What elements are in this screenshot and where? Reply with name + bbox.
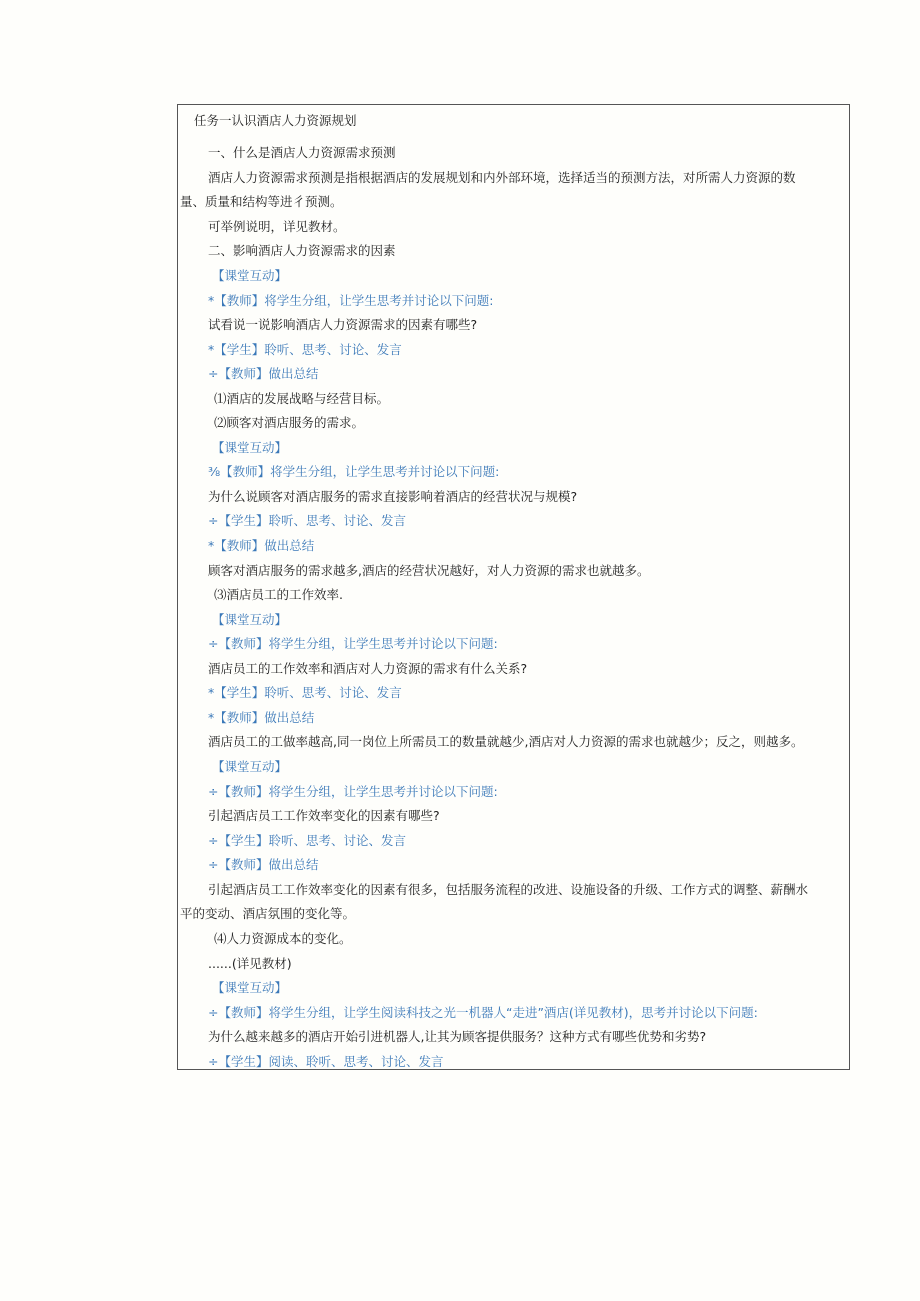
student-step: *【学生】聆听、思考、讨论、发言: [208, 685, 402, 700]
summary-text-continued: 平的变动、酒店氛围的变化等。: [180, 906, 356, 921]
interaction-heading: 【课堂互动】: [212, 440, 288, 455]
question: 引起酒店员工工作效率变化的因素有哪些?: [208, 808, 440, 823]
teacher-summary: ÷【教师】做出总结: [208, 857, 319, 872]
reference-note: ......(详见教材): [208, 956, 292, 971]
heading-2: 二、影响酒店人力资源需求的因素: [208, 243, 396, 258]
teacher-step: ÷【教师】将学生分组，让学生思考并讨论以下问题:: [208, 784, 498, 799]
interaction-heading: 【课堂互动】: [212, 980, 288, 995]
paragraph: 可举例说明，详见教材。: [208, 219, 346, 234]
heading-1: 一、什么是酒店人力资源需求预测: [208, 145, 396, 160]
student-step: *【学生】聆听、思考、讨论、发言: [208, 342, 402, 357]
question: 为什么越来越多的酒店开始引进机器人,让其为顾客提供服务？这种方式有哪些优势和劣势?: [208, 1029, 707, 1044]
factor-item: ⑵顾客对酒店服务的需求。: [214, 415, 365, 430]
section-title: 任务一认识酒店人力资源规划: [194, 113, 357, 128]
student-step: ÷【学生】聆听、思考、讨论、发言: [208, 833, 406, 848]
document-frame: [177, 104, 850, 1070]
factor-item: ⑴酒店的发展战略与经营目标。: [214, 391, 390, 406]
question: 酒店员工的工作效率和酒店对人力资源的需求有什么关系?: [208, 661, 528, 676]
teacher-step: ⅜【教师】将学生分组，让学生思考并讨论以下问题:: [208, 464, 500, 479]
teacher-step: ÷【教师】将学生分组，让学生思考并讨论以下问题:: [208, 636, 498, 651]
student-step: ÷【学生】聆听、思考、讨论、发言: [208, 513, 406, 528]
student-step: ÷【学生】阅读、聆听、思考、讨论、发言: [208, 1054, 444, 1069]
factor-item: ⑶酒店员工的工作效率.: [214, 587, 343, 602]
teacher-step: ÷【教师】将学生分组，让学生阅读科技之光一机器人“走进”酒店(详见教材)，思考并讨论以下问题:: [208, 1005, 758, 1020]
interaction-heading: 【课堂互动】: [212, 268, 288, 283]
teacher-step: *【教师】将学生分组，让学生思考并讨论以下问题:: [208, 293, 494, 308]
summary-text: 顾客对酒店服务的需求越多,酒店的经营状况越好，对人力资源的需求也就越多。: [208, 563, 650, 578]
question: 试看说一说影响酒店人力资源需求的因素有哪些?: [208, 317, 478, 332]
paragraph: 酒店人力资源需求预测是指根据酒店的发展规划和内外部环境，选择适当的预测方法，对所需人力资源的数: [208, 170, 796, 185]
teacher-summary: *【教师】做出总结: [208, 710, 315, 725]
factor-item: ⑷人力资源成本的变化。: [214, 931, 352, 946]
teacher-summary: *【教师】做出总结: [208, 538, 315, 553]
question: 为什么说顾客对酒店服务的需求直接影响着酒店的经营状况与规模?: [208, 489, 578, 504]
paragraph-continued: 量、质量和结构等进彳预测。: [180, 194, 343, 209]
summary-text: 酒店员工的工做率越高,同一岗位上所需员工的数量就越少,酒店对人力资源的需求也就越少；反之，则越多。: [208, 734, 804, 749]
interaction-heading: 【课堂互动】: [212, 759, 288, 774]
summary-text: 引起酒店员工工作效率变化的因素有很多，包括服务流程的改进、设施设备的升级、工作方式的调整、薪酬水: [208, 882, 809, 897]
teacher-summary: ÷【教师】做出总结: [208, 366, 319, 381]
interaction-heading: 【课堂互动】: [212, 612, 288, 627]
